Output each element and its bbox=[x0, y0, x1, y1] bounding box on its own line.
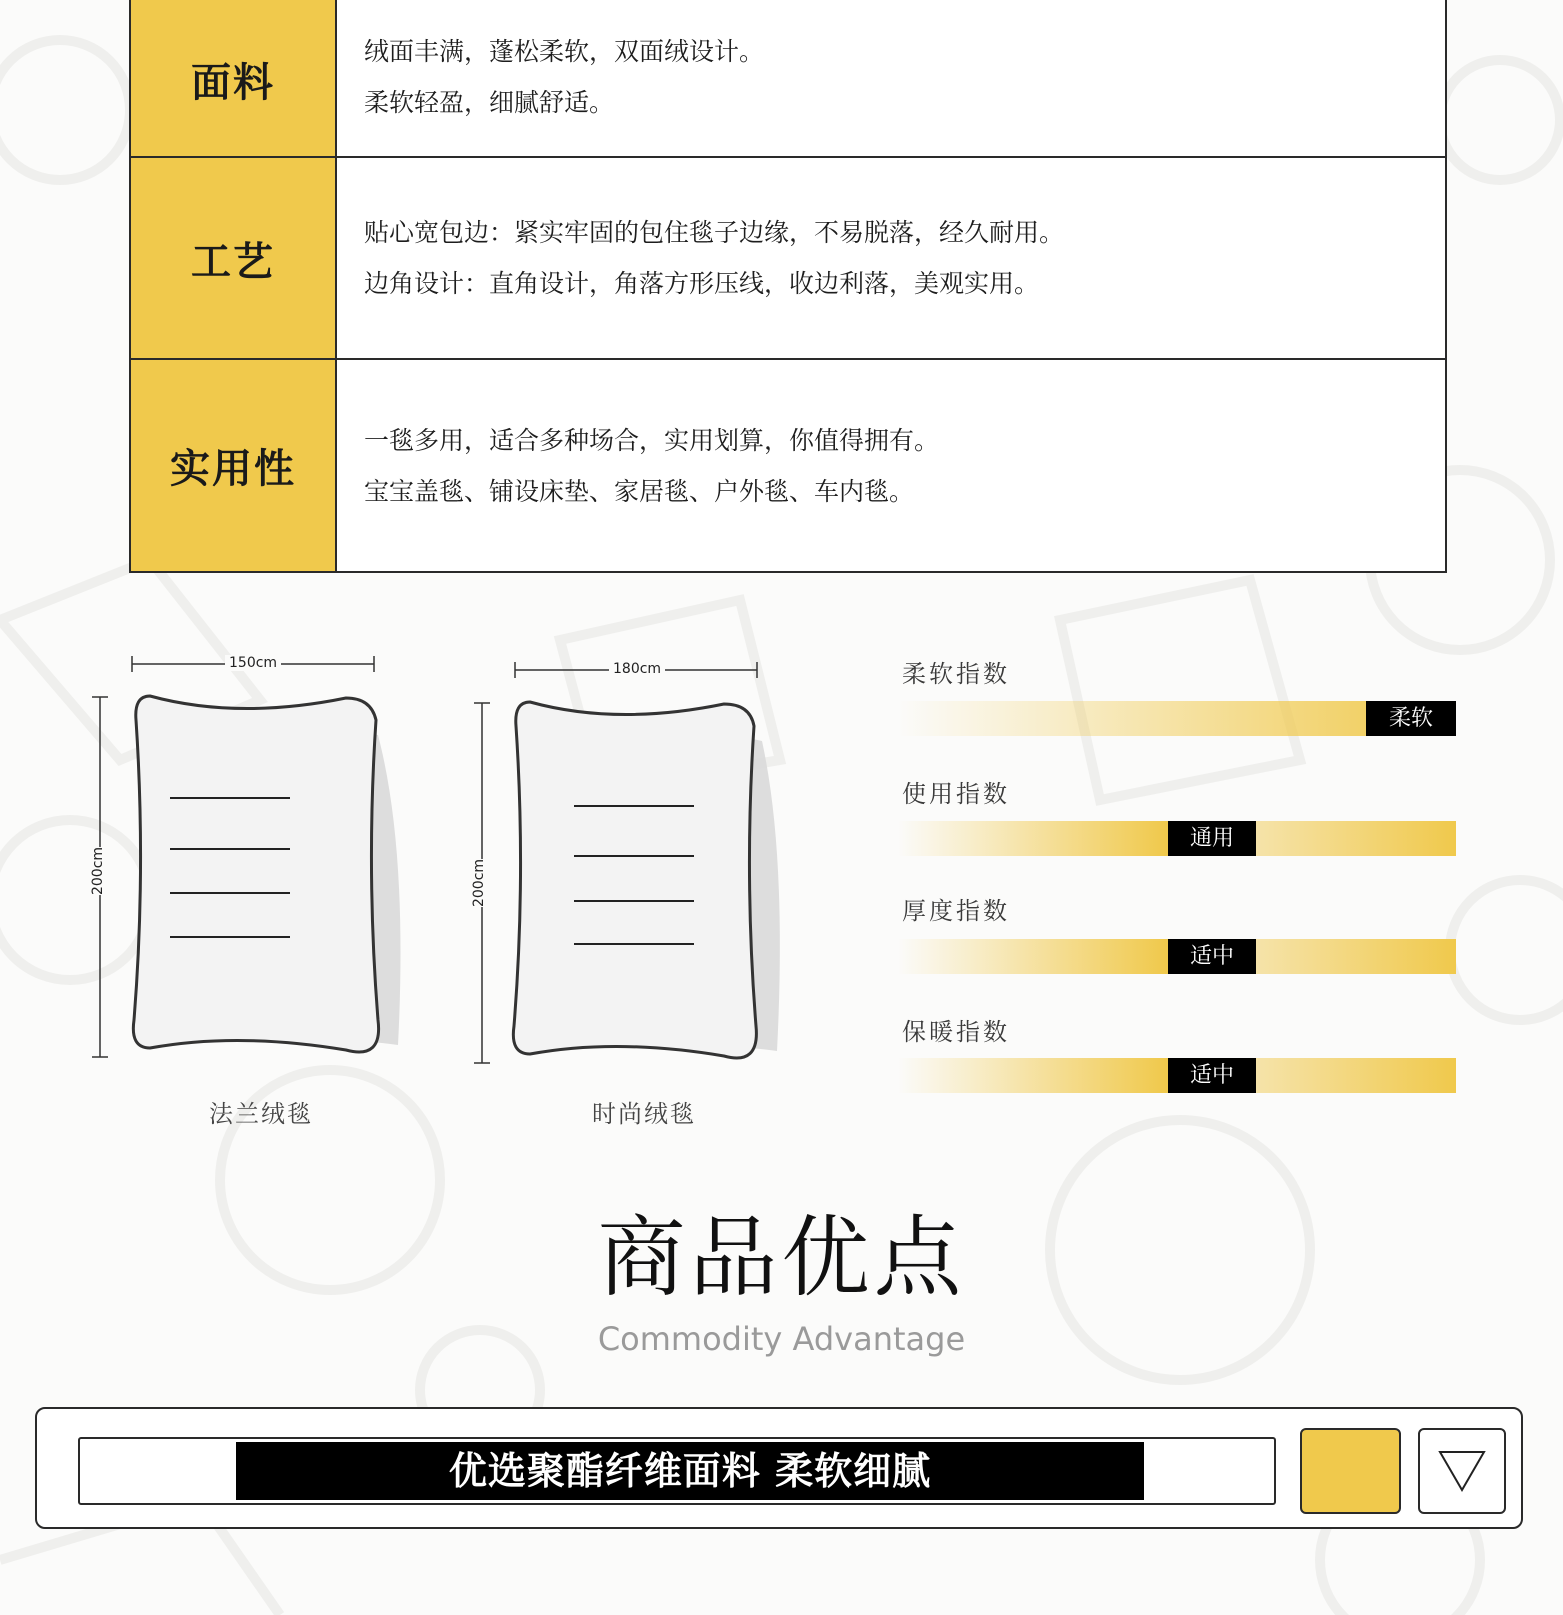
height-label: 200cm bbox=[471, 858, 488, 908]
index-title: 柔软指数 bbox=[902, 660, 1010, 688]
spec-lines bbox=[364, 360, 939, 571]
section-title: 商品优点 bbox=[597, 1206, 966, 1309]
spec-lines bbox=[364, 158, 1064, 358]
index-value-tag: 通用 bbox=[1168, 821, 1256, 856]
spec-lines bbox=[364, 0, 764, 158]
spec-line: 绒面丰满，蓬松柔软，双面绒设计。 bbox=[364, 36, 765, 66]
spec-row-craft bbox=[131, 156, 1445, 358]
section-subtitle: Commodity Advantage bbox=[597, 1320, 966, 1358]
blanket-diagram-flannel bbox=[88, 650, 418, 1070]
width-label: 150cm bbox=[225, 655, 281, 671]
banner-text: 优选聚酯纤维面料 柔软细腻 bbox=[236, 1442, 1144, 1500]
index-title: 厚度指数 bbox=[902, 897, 1010, 925]
index-title: 保暖指数 bbox=[902, 1018, 1010, 1046]
spec-label: 面料 bbox=[131, 0, 337, 158]
spec-line: 一毯多用，适合多种场合，实用划算，你值得拥有。 bbox=[364, 425, 940, 455]
width-label: 180cm bbox=[609, 661, 665, 677]
spec-row-fabric bbox=[131, 0, 1445, 158]
blanket-diagram-fashion bbox=[462, 656, 792, 1076]
index-bar bbox=[898, 939, 1456, 974]
blanket-name: 时尚绒毯 bbox=[592, 1100, 696, 1128]
index-bar bbox=[898, 1058, 1456, 1093]
spec-line: 宝宝盖毯、铺设床垫、家居毯、户外毯、车内毯。 bbox=[364, 476, 915, 506]
blanket-name: 法兰绒毯 bbox=[209, 1100, 313, 1128]
spec-row-practicality bbox=[131, 358, 1445, 571]
index-value-tag: 适中 bbox=[1168, 1058, 1256, 1093]
spec-line: 边角设计：直角设计，角落方形压线，收边利落，美观实用。 bbox=[364, 269, 1040, 298]
index-bar bbox=[898, 701, 1456, 736]
yellow-square-button[interactable] bbox=[1300, 1428, 1401, 1514]
index-title: 使用指数 bbox=[902, 780, 1010, 808]
index-value-tag: 柔软 bbox=[1366, 701, 1456, 736]
height-label: 200cm bbox=[90, 846, 107, 896]
index-bar bbox=[898, 821, 1456, 856]
triangle-down-icon bbox=[1437, 1449, 1487, 1493]
spec-line: 贴心宽包边：紧实牢固的包住毯子边缘，不易脱落，经久耐用。 bbox=[364, 218, 1065, 247]
spec-table bbox=[129, 0, 1447, 573]
index-value-tag: 适中 bbox=[1168, 939, 1256, 974]
spec-label: 工艺 bbox=[131, 158, 337, 358]
dropdown-button[interactable] bbox=[1418, 1428, 1506, 1514]
spec-label: 实用性 bbox=[131, 360, 337, 571]
spec-line: 柔软轻盈，细腻舒适。 bbox=[364, 87, 615, 117]
